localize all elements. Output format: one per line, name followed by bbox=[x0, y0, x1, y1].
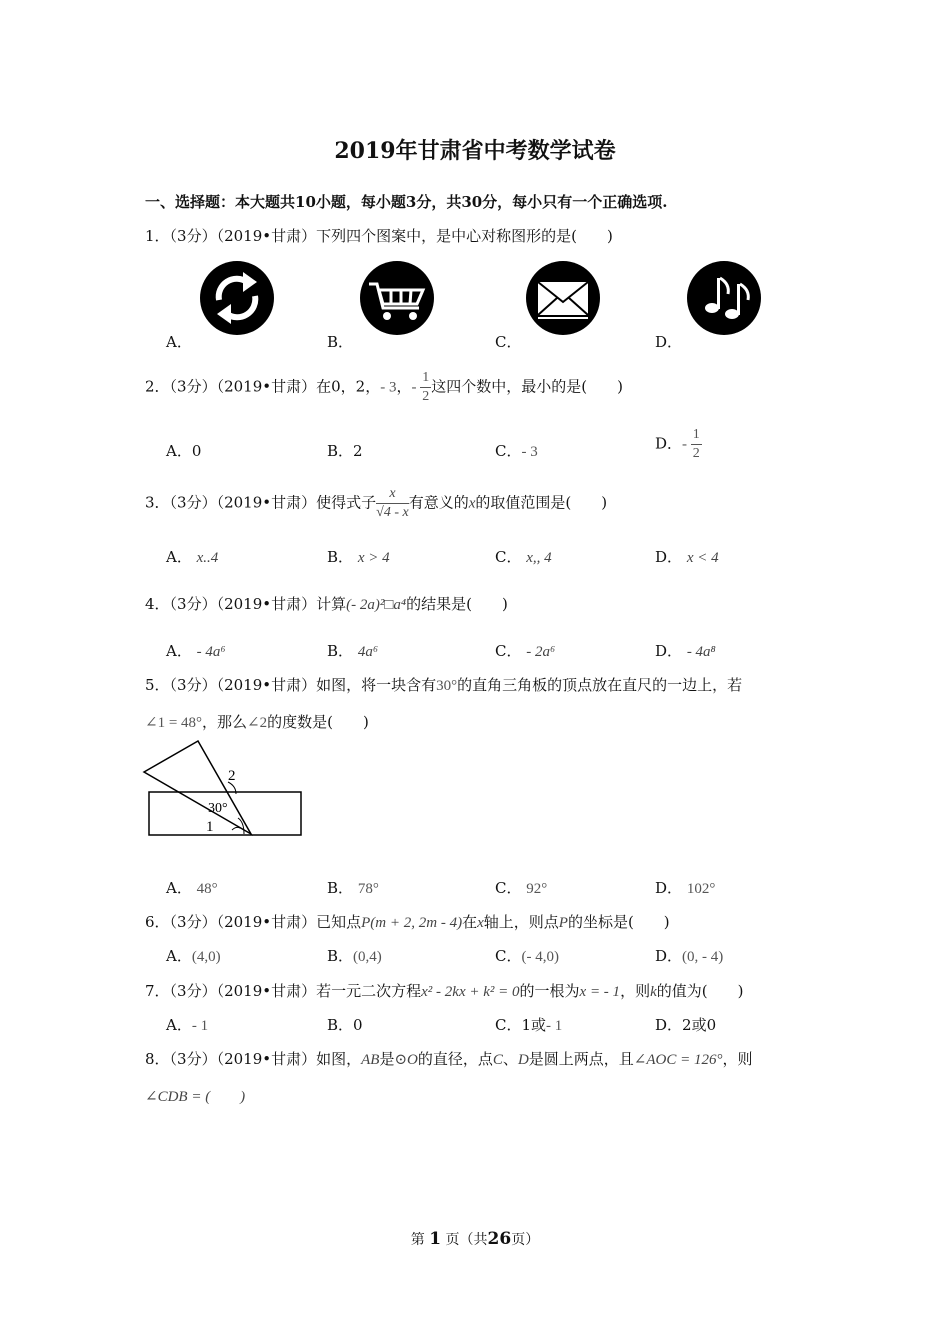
q6-point: P(m + 2, 2m - 4) bbox=[361, 915, 463, 931]
q6-option-c bbox=[495, 945, 559, 966]
q2-option-d-neg: - bbox=[682, 436, 691, 453]
q7-text-mid: 的一根为 bbox=[519, 982, 580, 1000]
q7-equation: x² - 2kx + k² = 0 bbox=[421, 984, 520, 1000]
q8-d: D bbox=[517, 1052, 529, 1068]
q4-option-d bbox=[655, 640, 716, 661]
q4-option-b bbox=[327, 640, 378, 661]
q2-option-c-label: C． bbox=[495, 442, 522, 460]
q3-option-c-label: C． bbox=[495, 548, 522, 566]
q6-option-b-value: (0,4) bbox=[353, 949, 382, 965]
q3-option-b-label: B． bbox=[327, 548, 354, 566]
q2-option-d-num: 1 bbox=[691, 428, 702, 445]
q2-option-d-fraction bbox=[691, 428, 702, 461]
q7-text-pre: 若一元二次方程 bbox=[316, 982, 422, 1000]
q4-option-b-value: 4a⁶ bbox=[357, 644, 379, 660]
q3-option-c-value: x,, 4 bbox=[526, 550, 552, 566]
q6-text-pre: 已知点 bbox=[316, 913, 362, 931]
q7-option-a-value: - 1 bbox=[191, 1018, 209, 1034]
q7-option-b: B．0 bbox=[327, 1016, 363, 1034]
page-title: 2019年甘肃省中考数学试卷 bbox=[334, 138, 616, 164]
q7-k: k bbox=[650, 984, 657, 1000]
fig-label-1: 1 bbox=[206, 819, 214, 835]
q2-frac-den: 2 bbox=[422, 389, 430, 404]
question-2 bbox=[145, 371, 623, 404]
q3-option-d bbox=[655, 546, 719, 567]
q5-angle2: ∠2 bbox=[247, 715, 268, 731]
q1-option-a: A． bbox=[166, 333, 192, 351]
q8-number: 8． bbox=[145, 1050, 170, 1068]
q4-option-a-label: A． bbox=[166, 642, 192, 660]
section-heading: 一、选择题：本大题共10小题，每小题3分，共30分，每小只有一个正确选项. bbox=[145, 193, 668, 211]
q6-option-a bbox=[166, 945, 221, 966]
q6-text-mid: 在 bbox=[462, 913, 478, 931]
q2-number: 2． bbox=[145, 377, 170, 396]
q5-text-2c: 的度数是( ) bbox=[267, 713, 369, 731]
q2-frac-num: 1 bbox=[420, 371, 431, 388]
q3-var: x bbox=[468, 495, 476, 512]
q7-option-c-label: C．1或 bbox=[495, 1016, 547, 1034]
q5-option-c-value: 92° bbox=[526, 881, 548, 897]
q2-text-post: 这四个数中，最小的是( ) bbox=[431, 377, 623, 396]
q1-number: 1． bbox=[145, 227, 170, 245]
q4-option-a bbox=[166, 640, 226, 661]
question-1 bbox=[145, 225, 613, 246]
q7-text-mid2: ，则 bbox=[620, 982, 651, 1000]
q6-option-b-label: B． bbox=[327, 947, 354, 965]
q7-meta: （3分）（2019•甘肃） bbox=[169, 982, 317, 1000]
q3-frac-num: x bbox=[376, 487, 409, 504]
q5-option-c bbox=[495, 877, 547, 898]
q8-t2: 的直径，点 bbox=[417, 1050, 493, 1068]
question-6 bbox=[145, 911, 670, 932]
q6-point-p: P bbox=[558, 915, 568, 931]
q5-option-b-value: 78° bbox=[357, 881, 379, 897]
q7-text-post: 的值为( ) bbox=[656, 982, 744, 1000]
q2-option-c-value: - 3 bbox=[521, 444, 538, 460]
q5-option-a-value: 48° bbox=[196, 881, 218, 897]
q1-meta: （3分）（2019•甘肃） bbox=[169, 227, 317, 245]
q4-option-a-value: - 4a⁶ bbox=[196, 644, 226, 660]
q3-meta: （3分）（2019•甘肃） bbox=[169, 493, 317, 512]
total-pages: 26 bbox=[487, 1229, 512, 1249]
q6-option-a-value: (4,0) bbox=[191, 949, 221, 965]
q6-option-d-label: D． bbox=[655, 947, 683, 965]
question-5 bbox=[145, 674, 742, 695]
q2-option-d-den: 2 bbox=[692, 446, 700, 461]
q7-option-a-label: A． bbox=[166, 1016, 192, 1034]
q3-text-mid: 有意义的 bbox=[408, 493, 469, 512]
question-7 bbox=[145, 980, 743, 1001]
q6-number: 6． bbox=[145, 913, 170, 931]
q3-option-b bbox=[327, 546, 390, 567]
q4-expression: (- 2a)²□a⁴ bbox=[346, 597, 407, 613]
q5-option-a-label: A． bbox=[166, 879, 192, 897]
q4-text-pre: 计算 bbox=[316, 595, 347, 613]
q7-option-c-value: - 1 bbox=[546, 1018, 563, 1034]
q8-angle: ∠AOC = 126° bbox=[633, 1052, 723, 1068]
q5-number: 5． bbox=[145, 676, 170, 694]
question-4 bbox=[145, 593, 508, 614]
q3-option-c bbox=[495, 546, 552, 567]
recycle-arrows-icon bbox=[199, 260, 275, 336]
q2-fraction bbox=[420, 371, 431, 404]
fig-label-2: 2 bbox=[228, 768, 236, 784]
q2-option-d-label: D． bbox=[655, 434, 683, 453]
footer-post: 页） bbox=[511, 1232, 540, 1248]
q5-option-c-label: C． bbox=[495, 879, 522, 897]
q6-text-post2: 的坐标是( ) bbox=[567, 913, 670, 931]
music-notes-icon bbox=[686, 260, 762, 336]
q6-option-c-label: C． bbox=[495, 947, 522, 965]
q3-text-post: 的取值范围是( ) bbox=[475, 493, 608, 512]
question-8 bbox=[145, 1048, 753, 1069]
q5-option-b bbox=[327, 877, 379, 898]
q5-text-1a: 如图，将一块含有 bbox=[316, 676, 437, 694]
page-footer bbox=[0, 1229, 950, 1249]
q2-option-a: A．0 bbox=[166, 442, 202, 460]
q5-meta: （3分）（2019•甘肃） bbox=[169, 676, 317, 694]
q1-option-b: B． bbox=[327, 333, 354, 351]
q6-option-d bbox=[655, 945, 723, 966]
q3-option-b-value: x > 4 bbox=[357, 550, 390, 566]
q8-c: C bbox=[492, 1052, 503, 1068]
q6-option-b bbox=[327, 945, 382, 966]
q8-circle-o: ⊙O bbox=[394, 1052, 418, 1068]
q3-option-d-label: D． bbox=[655, 548, 683, 566]
q4-text-post: 的结果是( ) bbox=[406, 595, 508, 613]
q6-meta: （3分）（2019•甘肃） bbox=[169, 913, 317, 931]
q7-option-c bbox=[495, 1014, 562, 1035]
q2-option-b: B．2 bbox=[327, 442, 363, 460]
q3-frac-den: √4 - x bbox=[376, 505, 409, 520]
q7-option-a bbox=[166, 1014, 208, 1035]
q3-fraction bbox=[376, 487, 409, 520]
q3-option-d-value: x < 4 bbox=[686, 550, 719, 566]
q3-text-pre: 使得式子 bbox=[316, 493, 377, 512]
q5-angle1: ∠1 = 48° bbox=[145, 715, 203, 731]
q8-t1: 是 bbox=[379, 1050, 395, 1068]
q4-option-d-value: - 4a⁸ bbox=[686, 644, 716, 660]
q8-t5: ，则 bbox=[722, 1050, 753, 1068]
q4-option-c-value: - 2a⁶ bbox=[526, 644, 556, 660]
q5-option-b-label: B． bbox=[327, 879, 354, 897]
q8-text-pre: 如图， bbox=[316, 1050, 362, 1068]
q1-option-d: D． bbox=[655, 333, 683, 351]
q2-minus-three: - 3 bbox=[380, 379, 397, 396]
q8-t3: 、 bbox=[502, 1050, 518, 1068]
q3-option-a-value: x..4 bbox=[196, 550, 219, 566]
q1-option-c: C． bbox=[495, 333, 522, 351]
q3-number: 3． bbox=[145, 493, 170, 512]
q8-meta: （3分）（2019•甘肃） bbox=[169, 1050, 317, 1068]
q8-ab: AB bbox=[361, 1052, 380, 1068]
q5-text-1b: 的直角三角板的顶点放在直尺的一边上，若 bbox=[457, 676, 743, 694]
q6-option-c-value: (- 4,0) bbox=[521, 949, 559, 965]
q4-option-d-label: D． bbox=[655, 642, 683, 660]
q4-meta: （3分）（2019•甘肃） bbox=[169, 595, 317, 613]
page-number: 1 bbox=[429, 1229, 442, 1249]
q2-option-d bbox=[655, 428, 702, 461]
q1-text: 下列四个图案中，是中心对称图形的是( ) bbox=[316, 227, 613, 245]
q5-option-d-value: 102° bbox=[686, 881, 716, 897]
fig-label-30: 30° bbox=[208, 801, 228, 816]
q5-option-d-label: D． bbox=[655, 879, 683, 897]
q3-option-a-label: A． bbox=[166, 548, 192, 566]
q5-option-a bbox=[166, 877, 218, 898]
q5-option-d bbox=[655, 877, 715, 898]
q5-text-2b: ，那么 bbox=[202, 713, 248, 731]
q4-option-c bbox=[495, 640, 555, 661]
envelope-icon bbox=[525, 260, 601, 336]
q2-separator: ， bbox=[396, 377, 412, 396]
q4-option-c-label: C． bbox=[495, 642, 522, 660]
triangle bbox=[144, 741, 251, 834]
q7-option-d: D．2或0 bbox=[655, 1016, 717, 1034]
question-5-line2 bbox=[145, 711, 369, 732]
footer-pre: 第 bbox=[410, 1232, 425, 1248]
q6-text-post: 轴上，则点 bbox=[483, 913, 559, 931]
shopping-cart-icon bbox=[359, 260, 435, 336]
q6-option-d-value: (0, - 4) bbox=[682, 949, 724, 965]
q3-option-a bbox=[166, 546, 218, 567]
q2-neg-sign: - bbox=[411, 379, 421, 396]
footer-mid: 页（共 bbox=[445, 1232, 488, 1248]
q6-option-a-label: A． bbox=[166, 947, 192, 965]
q5-deg30: 30° bbox=[436, 678, 458, 694]
q8-t4: 是圆上两点，且 bbox=[528, 1050, 634, 1068]
q4-number: 4． bbox=[145, 595, 170, 613]
question-3 bbox=[145, 487, 607, 520]
q5-figure-ruler-triangle bbox=[140, 738, 310, 840]
q2-text-pre: 在0，2， bbox=[316, 377, 381, 396]
q2-option-c bbox=[495, 440, 538, 461]
q7-root: x = - 1 bbox=[579, 984, 621, 1000]
q4-option-b-label: B． bbox=[327, 642, 354, 660]
q6-x-axis: x bbox=[477, 915, 484, 931]
q7-number: 7． bbox=[145, 982, 170, 1000]
q2-meta: （3分）（2019•甘肃） bbox=[169, 377, 317, 396]
q8-line2: ∠CDB = ( ) bbox=[145, 1089, 246, 1105]
